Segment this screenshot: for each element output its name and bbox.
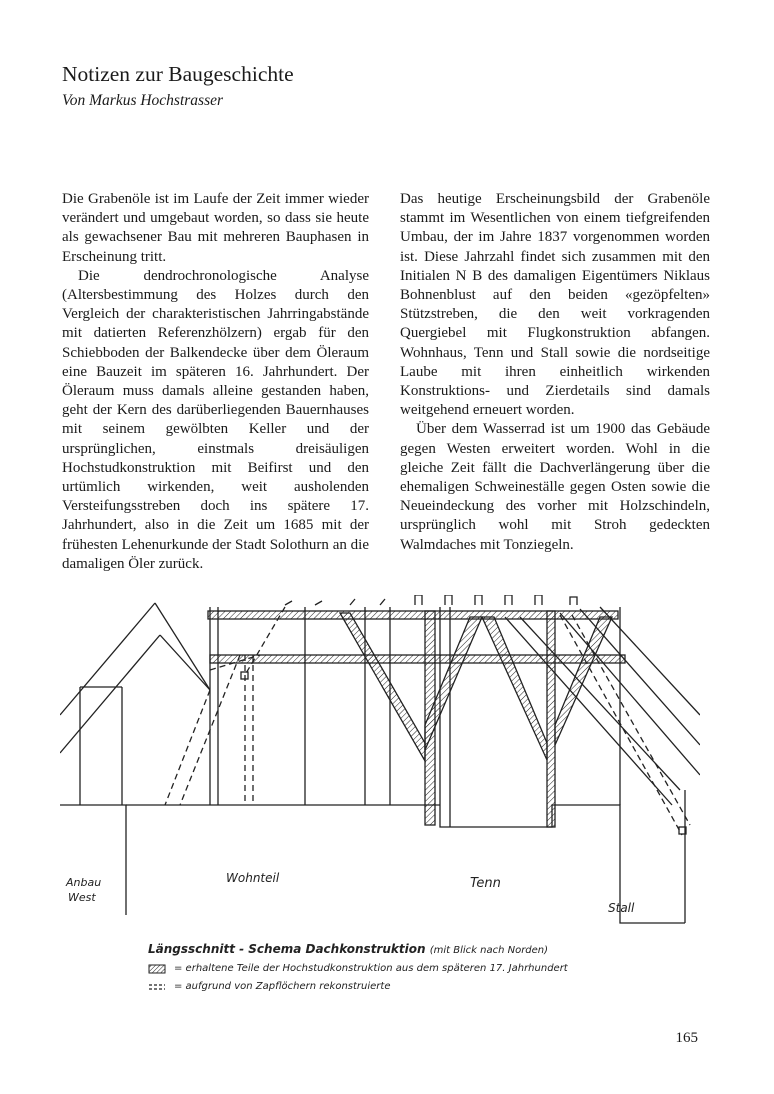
label-stall: Stall <box>608 901 635 915</box>
post-right <box>547 611 555 827</box>
roof-slope-left <box>60 603 155 715</box>
legend-title-note: (mit Blick nach Norden) <box>429 945 549 956</box>
label-tenn: Tenn <box>470 876 501 891</box>
paragraph: Die dendrochronologische Analyse (Altersbestimmung des Holzes durch den Vergleich der charakteristischen Jahrringabstände mit datierten Referenzhölzern) ergab für den Schiebboden der Balkendecke über dem Öleraum eine Bauzeit im späteren 16. Jahrhundert. Der Öleraum muss damals alleine gestanden haben, geht der Kern des darüberliegenden Bauernhauses mit seinem gewölbten Keller und der ursprünglichen, einstmals dreisäuligen Hochstudkonstruktion mit Beifirst und den urtümlich wirkenden, weit ausholenden Versteifungsstreben doch ins spätere 17. Jahrhundert, also in die Zeit um 1685 mit der frühesten Lehenurkunde der Stadt Solothurn an die damaligen Öler zurück. <box>62 267 369 572</box>
label-anbau-west: West <box>68 891 96 904</box>
legend-row-text: = erhaltene Teile der Hochstudkonstruktion aus dem späteren 17. Jahrhundert <box>174 963 568 974</box>
text-column-left <box>62 190 369 574</box>
brace-left <box>340 613 425 761</box>
article-title: Notizen zur Baugeschichte <box>62 62 294 86</box>
label-wohnteil: Wohnteil <box>226 871 280 885</box>
paragraph: Über dem Wasserrad ist um 1900 das Gebäude gegen Westen erweitert worden. Wohl in die gleiche Zeit fällt die Dachverlängerung über die ehemaligen Schweineställe gegen Osten sowie die Neueindeckung des vorher mit Holzschindeln, ursprünglich wohl mit Stroh gedeckten Walmdaches mit Tonziegeln. <box>400 421 710 553</box>
roof-construction-sketch <box>60 595 700 935</box>
text-column-right <box>400 190 710 555</box>
hatch-symbol-icon <box>148 964 166 974</box>
article-byline: Von Markus Hochstrasser <box>62 92 224 109</box>
legend-title-text: Längsschnitt - Schema Dachkonstruktion <box>148 942 426 956</box>
paragraph: Die Grabenöle ist im Laufe der Zeit immer wieder verändert und umgebaut worden, so dass sie heute als gewachsener Bau mit mehreren Bauphasen in Erscheinung tritt. <box>62 191 369 265</box>
dashed-symbol-icon <box>148 982 166 992</box>
legend-title <box>148 942 568 956</box>
label-anbau: Anbau <box>66 876 102 889</box>
beam-middle <box>210 655 625 663</box>
paragraph: Das heutige Erscheinungsbild der Grabenöle stammt im Wesentlichen von einem tiefgreifenden Umbau, der im Jahre 1837 vorgenommen worden ist. Diese Jahrzahl findet sich zusammen mit den Initialen N B des damaligen Eigentümers Niklaus Bohnenblust auf den beiden «gezöpfelten» Stützstreben, die den weit vorkragenden Quergiebel mit Flugkonstruktion abfangen. Wohnhaus, Tenn und Stall sowie die nordseitige Laube mit ihren einheitlich wirkenden Konstruktions- und Zierdetails sind damals weitgehend erneuert worden. <box>400 191 710 419</box>
legend-row-hatched <box>148 963 568 974</box>
page-number: 165 <box>675 1030 698 1046</box>
legend-row-text: = aufgrund von Zapflöchern rekonstruierte <box>174 981 391 992</box>
legend-row-dashed <box>148 981 568 992</box>
beam-top <box>208 611 618 619</box>
drawing-legend <box>148 942 568 992</box>
